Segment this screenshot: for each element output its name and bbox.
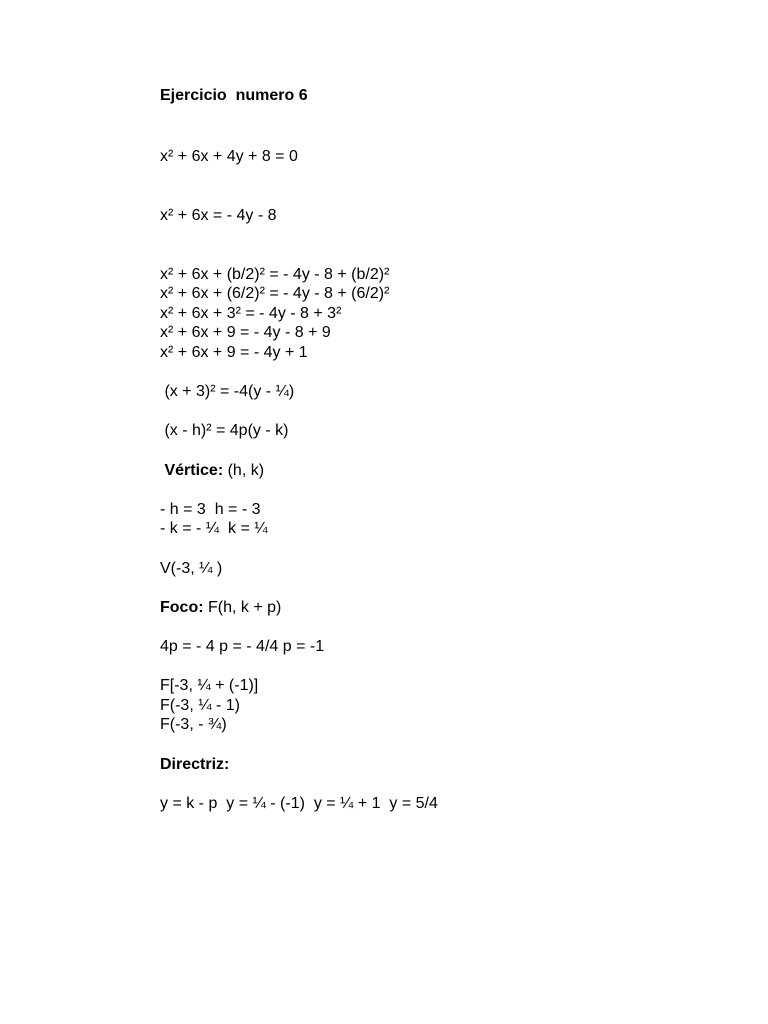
standard-form: (x - h)² = 4p(y - k) bbox=[160, 422, 289, 439]
isolated-equation: x² + 6x = - 4y - 8 bbox=[160, 207, 277, 224]
focus-step-1: F[-3, ¼ + (-1)] bbox=[160, 677, 259, 694]
directrix-formula: y = k - p y = ¼ - (-1) y = ¼ + 1 y = 5/4 bbox=[160, 795, 438, 812]
complete-square-step-4: x² + 6x + 9 = - 4y - 8 + 9 bbox=[160, 324, 331, 341]
vertex-label: Vértice: bbox=[160, 462, 224, 479]
focus-heading bbox=[160, 598, 281, 618]
factored-equation: (x + 3)² = -4(y - ¼) bbox=[160, 383, 295, 400]
vertex-result: V(-3, ¼ ) bbox=[160, 560, 223, 577]
complete-square-step-5: x² + 6x + 9 = - 4y + 1 bbox=[160, 344, 308, 361]
vertex-h-line: - h = 3 h = - 3 bbox=[160, 501, 261, 518]
complete-square-step-1: x² + 6x + (b/2)² = - 4y - 8 + (b/2)² bbox=[160, 266, 390, 283]
focus-label: Foco: bbox=[160, 599, 204, 616]
exercise-title: Ejercicio numero 6 bbox=[160, 87, 308, 104]
focus-step-3: F(-3, - ¾) bbox=[160, 716, 227, 733]
vertex-formula: (h, k) bbox=[223, 462, 265, 479]
complete-square-step-2: x² + 6x + (6/2)² = - 4y - 8 + (6/2)² bbox=[160, 285, 390, 302]
focus-formula: F(h, k + p) bbox=[203, 599, 282, 616]
focus-p-line: 4p = - 4 p = - 4/4 p = -1 bbox=[160, 638, 325, 655]
vertex-heading bbox=[160, 461, 264, 481]
original-equation: x² + 6x + 4y + 8 = 0 bbox=[160, 148, 298, 165]
directrix-label: Directriz: bbox=[160, 756, 230, 773]
vertex-k-line: - k = - ¼ k = ¼ bbox=[160, 520, 268, 537]
complete-square-step-3: x² + 6x + 3² = - 4y - 8 + 3² bbox=[160, 305, 342, 322]
focus-step-2: F(-3, ¼ - 1) bbox=[160, 697, 241, 714]
